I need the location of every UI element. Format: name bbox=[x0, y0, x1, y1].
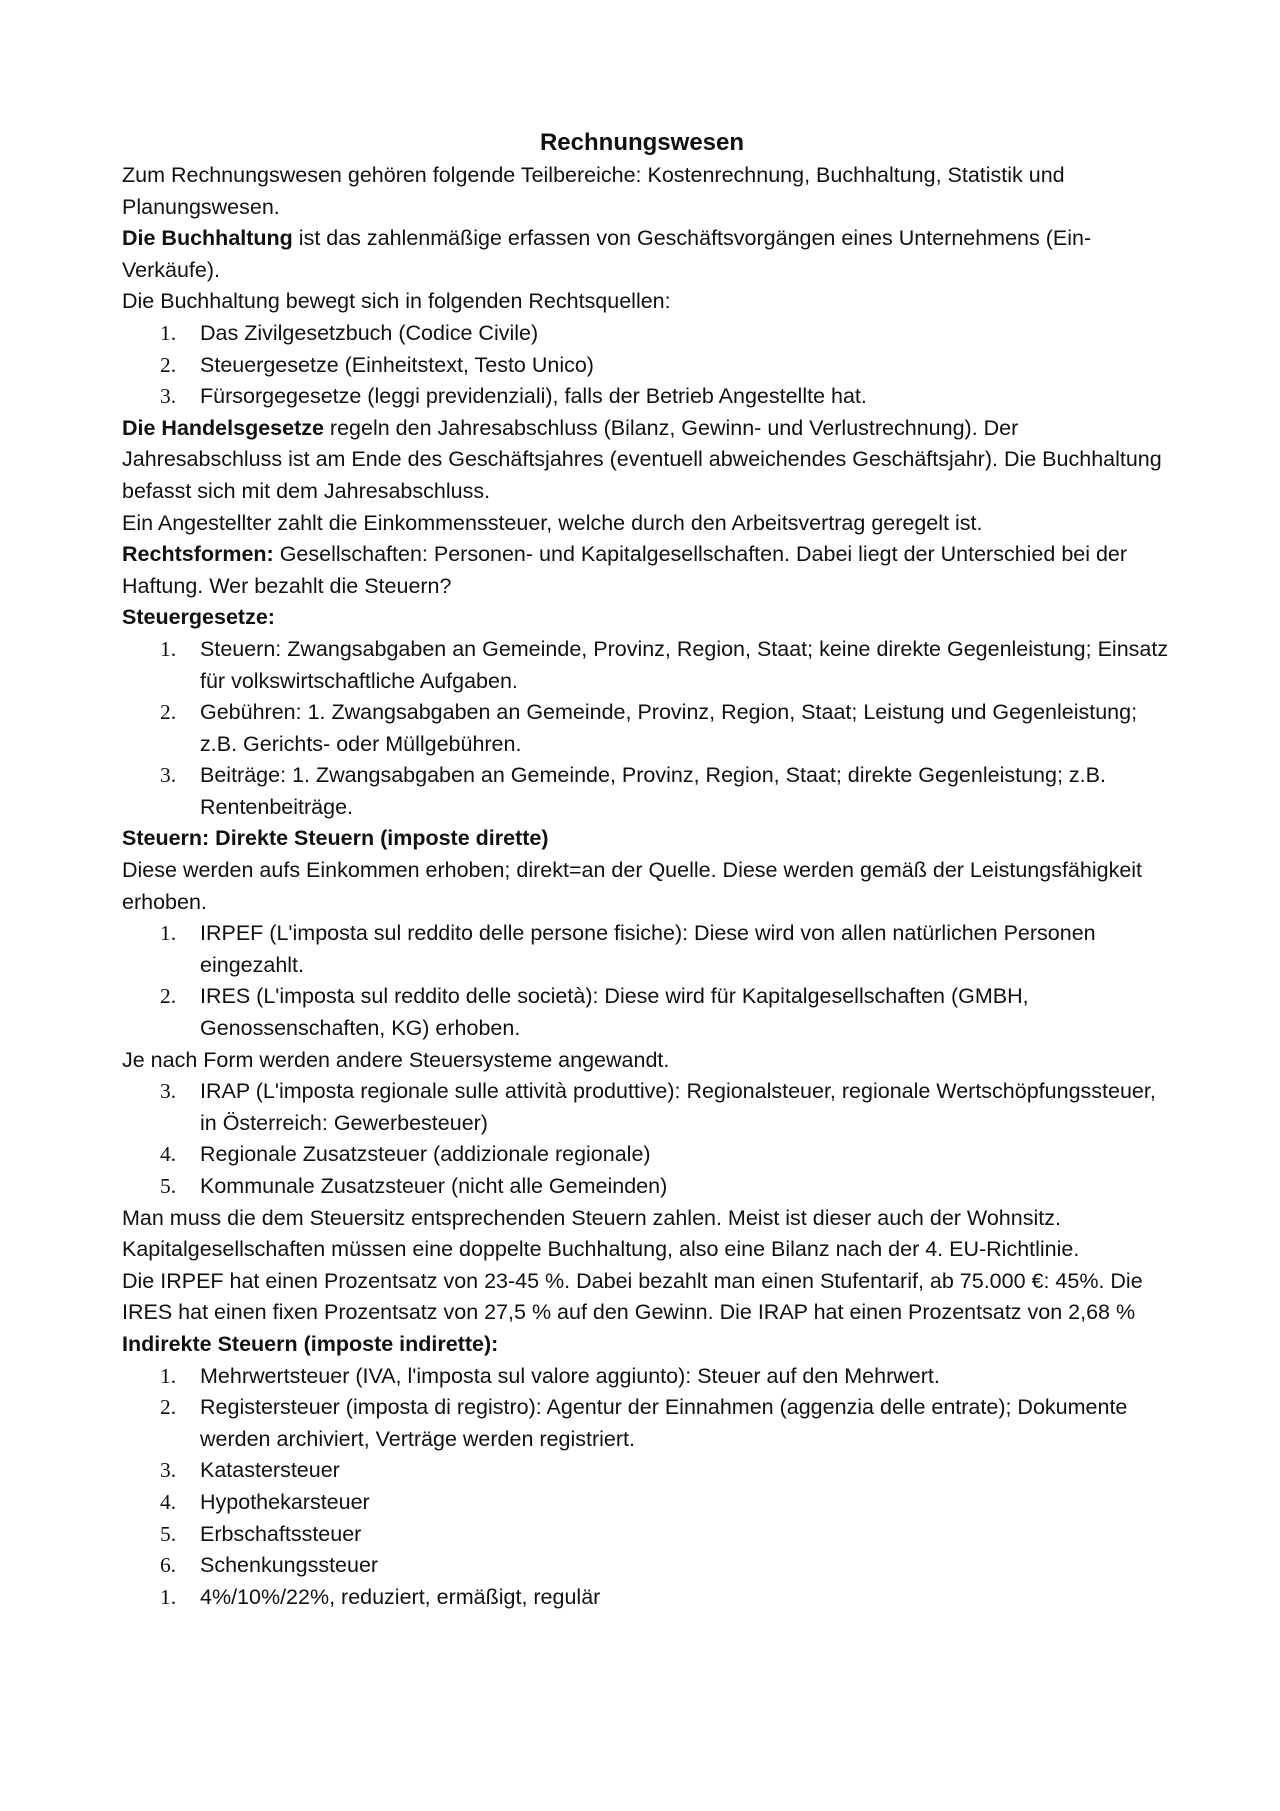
list-item bbox=[122, 918, 1172, 981]
list-item bbox=[122, 1487, 1172, 1519]
list-item bbox=[122, 1392, 1172, 1455]
list-item-text: IRES (L'imposta sul reddito delle società): Diese wird für Kapitalgesellschaften (GMBH, Genossenschaften, KG) erhoben. bbox=[200, 984, 1029, 1041]
list-item bbox=[122, 981, 1172, 1044]
list-number: 1. bbox=[160, 1584, 177, 1609]
list-item-text: Erbschaftssteuer bbox=[200, 1521, 362, 1546]
direkte-steuern-list-a bbox=[122, 918, 1172, 1044]
list-item bbox=[122, 1139, 1172, 1171]
list-number: 3. bbox=[160, 1079, 177, 1104]
list-item-text: Gebühren: 1. Zwangsabgaben an Gemeinde, Provinz, Region, Staat; Leistung und Gegenleistung; z.B. Gerichts- oder Müllgebühren. bbox=[200, 700, 1138, 756]
list-item-text: Regionale Zusatzsteuer (addizionale regionale) bbox=[200, 1142, 651, 1167]
handelsgesetze-text: regeln den Jahresabschluss (Bilanz, Gewinn- und Verlustrechnung). Der Jahresabschluss ist am Ende des Geschäftsjahres (eventuell abweichendes Geschäftsjahr). Die Buchhaltung befasst sich mit dem Jahresabschluss. bbox=[122, 415, 1162, 503]
list-item-text: Hypothekarsteuer bbox=[200, 1489, 370, 1514]
list-number: 2. bbox=[160, 352, 177, 377]
indirekte-steuern-heading-text: Indirekte Steuern (imposte indirette): bbox=[122, 1331, 499, 1356]
list-number: 3. bbox=[160, 763, 177, 788]
list-item bbox=[122, 1171, 1172, 1203]
list-item-text: Registersteuer (imposta di registro): Agentur der Einnahmen (aggenzia delle entrate); Dokumente werden archiviert, Verträge werden registriert. bbox=[200, 1395, 1128, 1451]
buchhaltung-text: ist das zahlenmäßige erfassen von Geschäftsvorgängen eines Unternehmens (Ein-Verkäufe). bbox=[122, 226, 1092, 282]
list-item-text: Fürsorgegesetze (leggi previdenziali), falls der Betrieb Angestellte hat. bbox=[200, 384, 867, 409]
steuergesetze-list bbox=[122, 634, 1172, 824]
document-page bbox=[122, 126, 1172, 1613]
list-number: 1. bbox=[160, 320, 177, 345]
list-item bbox=[122, 1582, 1172, 1614]
list-item-text: Mehrwertsteuer (IVA, l'imposta sul valore aggiunto): Steuer auf den Mehrwert. bbox=[200, 1363, 940, 1388]
list-number: 6. bbox=[160, 1553, 177, 1578]
list-number: 1. bbox=[160, 636, 177, 661]
list-item bbox=[122, 350, 1172, 382]
direkte-steuern-heading bbox=[122, 823, 1172, 855]
list-number: 3. bbox=[160, 1458, 177, 1483]
list-item bbox=[122, 318, 1172, 350]
list-item-text: Katastersteuer bbox=[200, 1458, 340, 1483]
list-item bbox=[122, 697, 1172, 760]
list-item bbox=[122, 1361, 1172, 1393]
steuergesetze-heading-text: Steuergesetze: bbox=[122, 605, 275, 630]
list-item-text: Steuern: Zwangsabgaben an Gemeinde, Provinz, Region, Staat; keine direkte Gegenleistung; Einsatz für volkswirtschaftliche Aufgaben. bbox=[200, 636, 1169, 693]
direkte-steuern-heading-text: Steuern: Direkte Steuern (imposte dirette) bbox=[122, 826, 549, 851]
list-item bbox=[122, 381, 1172, 413]
list-item bbox=[122, 1455, 1172, 1487]
buchhaltung-paragraph bbox=[122, 223, 1172, 286]
buchhaltung-label: Die Buchhaltung bbox=[122, 226, 293, 251]
list-item-text: Steuergesetze (Einheitstext, Testo Unico) bbox=[200, 352, 594, 377]
list-item bbox=[122, 1519, 1172, 1551]
angestellter-paragraph: Ein Angestellter zahlt die Einkommenssteuer, welche durch den Arbeitsvertrag geregelt ist. bbox=[122, 510, 983, 535]
rechtsformen-text: Gesellschaften: Personen- und Kapitalgesellschaften. Dabei liegt der Unterschied bei der Haftung. Wer bezahlt die Steuern? bbox=[122, 542, 1128, 598]
mwst-saetze-list bbox=[122, 1582, 1172, 1614]
list-item-text: IRPEF (L'imposta sul reddito delle persone fisiche): Diese wird von allen natürlichen Personen eingezahlt. bbox=[200, 921, 1096, 977]
indirekte-steuern-heading bbox=[122, 1329, 1172, 1361]
rechtsformen-paragraph bbox=[122, 539, 1172, 602]
indirekte-steuern-list bbox=[122, 1361, 1172, 1582]
rechtsformen-label: Rechtsformen: bbox=[122, 542, 274, 567]
list-number: 3. bbox=[160, 384, 177, 409]
list-number: 4. bbox=[160, 1489, 177, 1514]
list-item bbox=[122, 634, 1172, 697]
je-nach-form-paragraph: Je nach Form werden andere Steuersysteme angewandt. bbox=[122, 1047, 670, 1072]
list-item-text: Kommunale Zusatzsteuer (nicht alle Gemeinden) bbox=[200, 1174, 668, 1198]
intro-paragraph: Zum Rechnungswesen gehören folgende Teilbereiche: Kostenrechnung, Buchhaltung, Statistik und Planungswesen. bbox=[122, 163, 1065, 219]
list-item-text: IRAP (L'imposta regionale sulle attività produttive): Regionalsteuer, regionale Wertschöpfungssteuer, in Österreich: Gewerbesteuer) bbox=[200, 1079, 1156, 1135]
list-number: 4. bbox=[160, 1142, 177, 1167]
direkte-steuern-list-b bbox=[122, 1076, 1172, 1202]
list-item bbox=[122, 760, 1172, 823]
list-number: 2. bbox=[160, 984, 177, 1009]
list-number: 1. bbox=[160, 921, 177, 946]
rechtsquellen-list bbox=[122, 318, 1172, 413]
list-number: 5. bbox=[160, 1521, 177, 1546]
list-item-text: Beiträge: 1. Zwangsabgaben an Gemeinde, Provinz, Region, Staat; direkte Gegenleistung; z.B. Rentenbeiträge. bbox=[200, 763, 1106, 819]
list-item-text: 4%/10%/22%, reduziert, ermäßigt, regulär bbox=[200, 1584, 601, 1609]
list-number: 2. bbox=[160, 1395, 177, 1420]
direkte-steuern-intro: Diese werden aufs Einkommen erhoben; direkt=an der Quelle. Diese werden gemäß der Leistungsfähigkeit erhoben. bbox=[122, 858, 1143, 914]
list-item-text: Das Zivilgesetzbuch (Codice Civile) bbox=[200, 320, 539, 345]
handelsgesetze-label: Die Handelsgesetze bbox=[122, 415, 324, 440]
rechtsquellen-intro: Die Buchhaltung bewegt sich in folgenden Rechtsquellen: bbox=[122, 289, 671, 314]
list-item bbox=[122, 1550, 1172, 1582]
document-title: Rechnungswesen bbox=[539, 129, 745, 156]
list-number: 1. bbox=[160, 1363, 177, 1388]
list-number: 5. bbox=[160, 1174, 177, 1198]
list-item-text: Schenkungssteuer bbox=[200, 1553, 379, 1578]
prozentsatz-paragraph: Die IRPEF hat einen Prozentsatz von 23-45 %. Dabei bezahlt man einen Stufentarif, ab 75.000 €: 45%. Die IRES hat einen fixen Prozentsatz von 27,5 % auf den Gewinn. Die IRAP hat einen Prozentsatz von 2,68 % bbox=[122, 1268, 1143, 1325]
steuersitz-paragraph: Man muss die dem Steuersitz entsprechenden Steuern zahlen. Meist ist dieser auch der Wohnsitz. Kapitalgesellschaften müssen eine doppelte Buchhaltung, also eine Bilanz nach der 4. EU-Richtlinie. bbox=[122, 1205, 1080, 1262]
list-number: 2. bbox=[160, 700, 177, 725]
list-item bbox=[122, 1076, 1172, 1139]
handelsgesetze-paragraph bbox=[122, 413, 1172, 508]
steuergesetze-heading bbox=[122, 602, 1172, 634]
